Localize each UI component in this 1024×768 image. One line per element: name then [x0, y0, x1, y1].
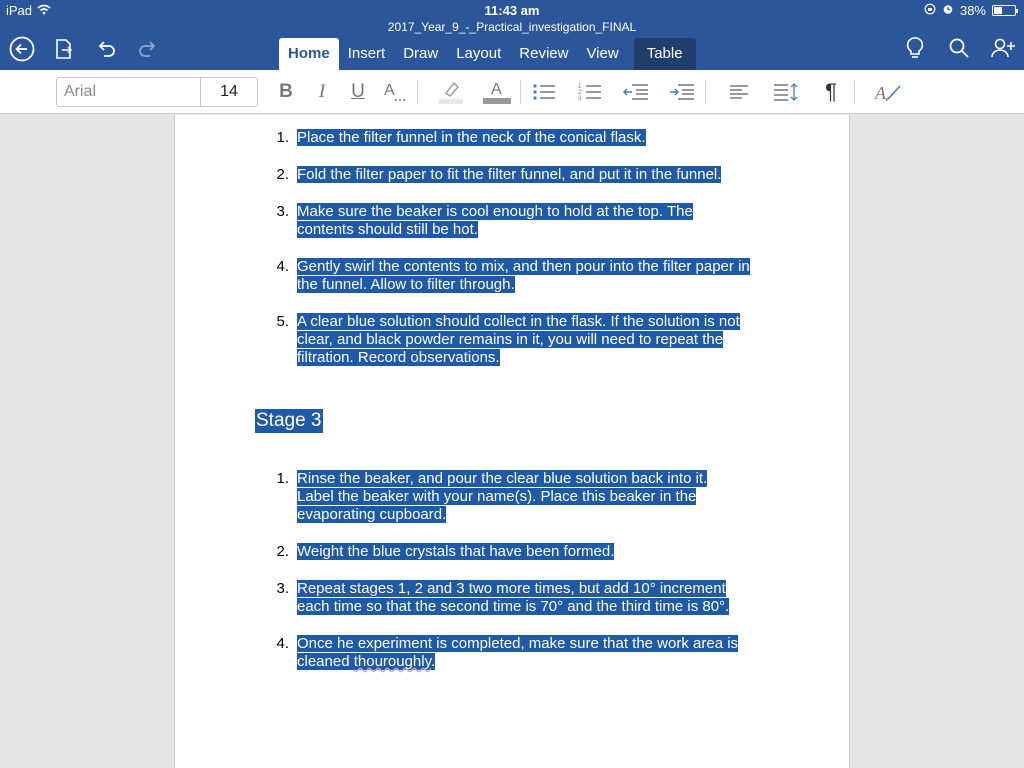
status-bar: [0, 0, 1024, 20]
list-number: 5.: [276, 313, 289, 330]
svg-text:A: A: [384, 82, 395, 99]
list-number: 2.: [276, 543, 289, 560]
tab-draw[interactable]: Draw: [403, 45, 439, 62]
align-left-icon[interactable]: [721, 77, 757, 107]
misspelled-word[interactable]: thouroughly: [353, 653, 431, 670]
text-effects-icon[interactable]: [376, 77, 412, 107]
ribbon-divider: [417, 80, 418, 104]
search-icon[interactable]: [946, 35, 972, 61]
ribbon-tabs: [279, 38, 696, 70]
increase-indent-icon[interactable]: [664, 77, 700, 107]
step-list: [251, 129, 751, 386]
bold-button[interactable]: B: [279, 81, 293, 102]
list-text: Make sure the beaker is cool enough to hold at the top. The contents should still be hot.: [297, 203, 693, 238]
list-text-end: .: [431, 653, 436, 670]
undo-button[interactable]: [92, 35, 120, 63]
list-item: [251, 580, 751, 616]
document-title: 2017_Year_9_-_Practical_investigation_FINAL: [387, 20, 637, 34]
underline-button[interactable]: U: [351, 81, 365, 102]
list-number: 4.: [276, 258, 289, 275]
svg-text:A: A: [875, 83, 886, 103]
list-number: 3.: [276, 580, 289, 597]
share-person-icon[interactable]: [990, 35, 1016, 61]
list-item: [251, 258, 751, 294]
list-number: 1.: [276, 129, 289, 146]
list-item: [251, 543, 751, 561]
back-button[interactable]: [8, 35, 36, 63]
ribbon-divider: [520, 80, 521, 104]
list-text: [297, 635, 738, 670]
font-size-field[interactable]: 14: [220, 83, 238, 100]
list-text: Fold the filter paper to fit the filter funnel, and put it in the funnel.: [297, 166, 722, 183]
list-item: [251, 166, 751, 184]
list-text: Gently swirl the contents to mix, and then pour into the filter paper in the funnel. Allow to filter through.: [297, 258, 750, 293]
font-name-field[interactable]: Arial: [57, 78, 201, 106]
svg-text:1: 1: [578, 84, 582, 90]
stage-heading: Stage 3: [256, 410, 322, 431]
battery-percent: 38%: [959, 3, 986, 18]
list-number: 1.: [276, 470, 289, 487]
lightbulb-icon[interactable]: [902, 35, 928, 61]
step-list: [251, 470, 751, 690]
redo-button[interactable]: [134, 35, 162, 63]
list-item: [251, 635, 751, 671]
device-label: iPad: [6, 3, 33, 18]
list-text: Rinse the beaker, and pour the clear blue solution back into it. Label the beaker with your name(s). Place this beaker in the evaporating cupboard.: [297, 470, 708, 523]
list-text: Weight the blue crystals that have been formed.: [297, 543, 615, 560]
tab-review[interactable]: Review: [519, 45, 569, 62]
bullet-list-icon[interactable]: [526, 77, 562, 107]
numbered-list-icon[interactable]: [572, 77, 608, 107]
app-header: [0, 0, 1024, 70]
alarm-icon: [942, 3, 954, 18]
styles-icon[interactable]: [870, 77, 906, 107]
tab-layout[interactable]: Layout: [456, 45, 502, 62]
list-text: A clear blue solution should collect in the flask. If the solution is not clear, and black powder remains in it, you will need to repeat the filtration. Record observations.: [297, 313, 740, 366]
list-number: 2.: [276, 166, 289, 183]
tab-table[interactable]: Table: [634, 38, 696, 70]
file-icon[interactable]: [50, 35, 78, 63]
ribbon-divider: [705, 80, 706, 104]
list-item: [251, 313, 751, 367]
orientation-lock-icon: [924, 3, 936, 18]
tab-insert[interactable]: Insert: [347, 45, 386, 62]
list-text: Repeat stages 1, 2 and 3 two more times, but add 10° increment each time so that the second time is 70° and the third time is 80°.: [297, 580, 730, 615]
list-text: Place the filter funnel in the neck of the conical flask.: [297, 129, 646, 146]
list-number: 3.: [276, 203, 289, 220]
font-selector: [56, 77, 258, 107]
clock: 11:43 am: [484, 3, 540, 18]
svg-text:3: 3: [578, 96, 582, 102]
pilcrow-button[interactable]: ¶: [825, 79, 837, 104]
tab-home[interactable]: Home: [279, 38, 339, 70]
document-page[interactable]: [174, 115, 850, 768]
svg-text:2: 2: [578, 90, 582, 96]
list-number: 4.: [276, 635, 289, 652]
battery-icon: [992, 5, 1016, 16]
line-spacing-icon[interactable]: [767, 77, 803, 107]
list-text-body: Once he experiment is completed, make sure that the work area is cleaned: [297, 635, 739, 670]
list-item: [251, 470, 751, 524]
list-item: [251, 129, 751, 147]
italic-button[interactable]: I: [318, 81, 326, 102]
decrease-indent-icon[interactable]: [618, 77, 654, 107]
list-item: [251, 203, 751, 239]
battery-level: [994, 7, 1002, 14]
tab-view[interactable]: View: [586, 45, 619, 62]
svg-text:A: A: [491, 81, 502, 98]
font-color-icon[interactable]: [479, 77, 515, 107]
highlighter-icon[interactable]: [433, 77, 469, 107]
ribbon-divider: [854, 80, 855, 104]
home-ribbon: [0, 70, 1024, 114]
